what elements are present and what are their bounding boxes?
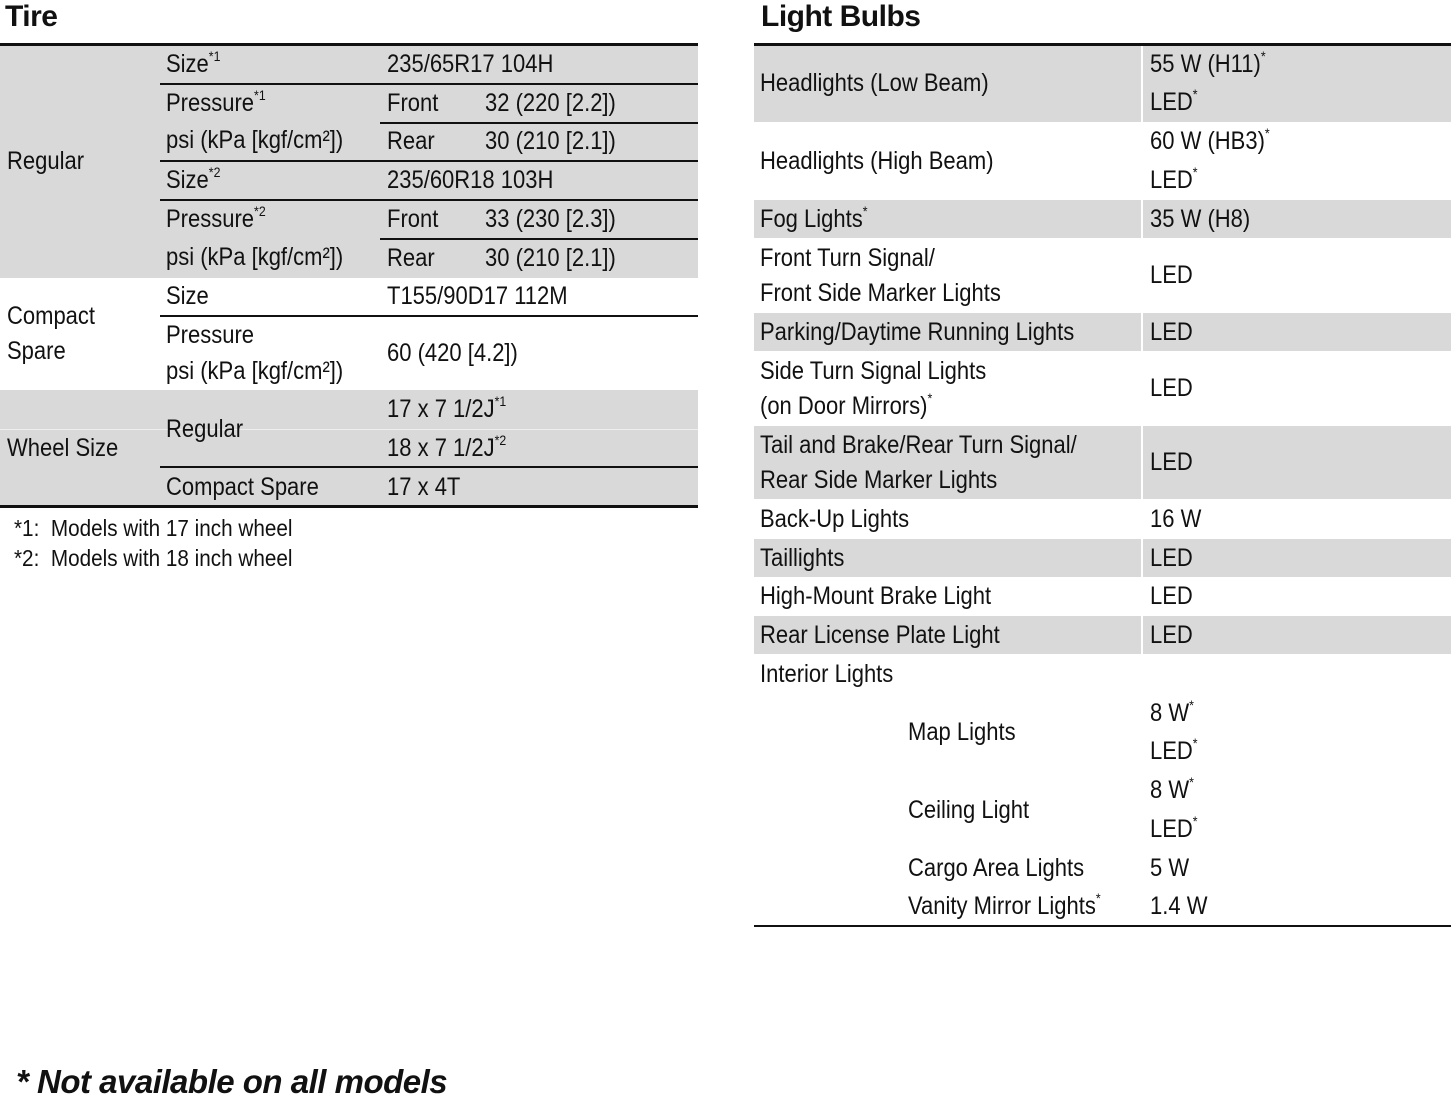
tire-front1-label: Front bbox=[387, 89, 439, 117]
rule bbox=[160, 199, 698, 201]
rule bbox=[160, 315, 698, 317]
tire-pressure1-label: Pressure$^{*1}$ bbox=[166, 86, 266, 117]
tire-compact-pressure-value: 60 (420 [4.2]) bbox=[387, 339, 518, 367]
bulb-tail-brake-label-1: Tail and Brake/Rear Turn Signal/ bbox=[760, 431, 1077, 459]
tire-bottom-rule bbox=[0, 505, 698, 508]
bulb-fog-value: 35 W (H8) bbox=[1150, 205, 1251, 233]
tire-compact-size-value: T155/90D17 112M bbox=[387, 282, 568, 310]
tire-footnote-2: *2: Models with 18 inch wheel bbox=[14, 545, 293, 571]
tire-rear2-label: Rear bbox=[387, 244, 435, 272]
tire-front1-value: 32 (220 [2.2]) bbox=[485, 89, 616, 117]
tire-compact-label-1: Compact bbox=[7, 302, 96, 330]
bulb-tail-brake-label-2: Rear Side Marker Lights bbox=[760, 466, 998, 494]
bulb-parking-value: LED bbox=[1150, 318, 1193, 346]
wheel-regular-label: Regular bbox=[166, 415, 244, 443]
tire-size2-value: 235/60R18 103H bbox=[387, 166, 554, 194]
bulb-cargo-value: 5 W bbox=[1150, 854, 1190, 882]
tire-front2-value: 33 (230 [2.3]) bbox=[485, 205, 616, 233]
bulb-license-value: LED bbox=[1150, 621, 1193, 649]
wheel-value-1: 17 x 7 $1/2J^{*1}$ bbox=[387, 392, 507, 423]
bulb-high-beam-value-2: LED* bbox=[1150, 163, 1198, 194]
tire-compact-pressure-label: Pressure bbox=[166, 321, 255, 349]
bulb-taillights-value: LED bbox=[1150, 544, 1193, 572]
bulb-front-turn-label-1: Front Turn Signal/ bbox=[760, 244, 935, 272]
tire-rear1-label: Rear bbox=[387, 127, 435, 155]
tire-compact-psi-label: psi (kPa [kgf/cm²]) bbox=[166, 357, 344, 385]
bulb-high-beam-label: Headlights (High Beam) bbox=[760, 147, 994, 175]
bulbs-top-rule bbox=[754, 43, 1451, 46]
tire-rear1-value: 30 (210 [2.1]) bbox=[485, 127, 616, 155]
tire-psi2-label: psi (kPa [kgf/cm²]) bbox=[166, 243, 344, 271]
bulb-map-label: Map Lights bbox=[908, 718, 1016, 746]
bulb-tail-brake-value: LED bbox=[1150, 448, 1193, 476]
bulb-high-beam-value-1: 60 W (HB3)* bbox=[1150, 124, 1270, 155]
bulb-backup-label: Back-Up Lights bbox=[760, 505, 910, 533]
rule bbox=[160, 83, 698, 85]
bulb-low-beam-value-2: LED* bbox=[1150, 85, 1198, 116]
rule bbox=[160, 160, 698, 162]
rule bbox=[160, 466, 698, 468]
bulb-side-turn-label-2: (on Door Mirrors)* bbox=[760, 389, 933, 420]
bulb-high-mount-label: High-Mount Brake Light bbox=[760, 582, 992, 610]
bulb-fog-label: Fog Lights* bbox=[760, 202, 868, 233]
tire-compact-size-label: Size bbox=[166, 282, 209, 310]
tire-footnote-1: *1: Models with 17 inch wheel bbox=[14, 515, 293, 541]
bulb-map-value-1: 8 W* bbox=[1150, 696, 1194, 727]
bulb-parking-label: Parking/Daytime Running Lights bbox=[760, 318, 1075, 346]
bulb-cargo-label: Cargo Area Lights bbox=[908, 854, 1085, 882]
tire-size1-label: Size$^{*1}$ bbox=[166, 47, 221, 78]
tire-rear2-value: 30 (210 [2.1]) bbox=[485, 244, 616, 272]
row-separator bbox=[0, 429, 698, 430]
bulb-side-turn-value: LED bbox=[1150, 374, 1193, 402]
bulb-low-beam-label: Headlights (Low Beam) bbox=[760, 69, 989, 97]
column-gutter bbox=[1141, 45, 1143, 657]
bulb-side-turn-label-1: Side Turn Signal Lights bbox=[760, 357, 987, 385]
bulb-low-beam-value-1: 55 W (H11)* bbox=[1150, 47, 1266, 78]
bulbs-heading: Light Bulbs bbox=[761, 0, 921, 33]
tire-heading: Tire bbox=[5, 0, 58, 33]
bulb-map-value-2: LED* bbox=[1150, 734, 1198, 765]
tire-psi1-label: psi (kPa [kgf/cm²]) bbox=[166, 126, 344, 154]
tire-size1-value: 235/65R17 104H bbox=[387, 50, 554, 78]
bulb-ceiling-value-2: LED* bbox=[1150, 812, 1198, 843]
tire-top-rule bbox=[0, 43, 698, 46]
wheel-value-2: 18 x 7 $1/2J^{*2}$ bbox=[387, 431, 507, 462]
bulb-ceiling-label: Ceiling Light bbox=[908, 796, 1030, 824]
tire-pressure2-label: Pressure$^{*2}$ bbox=[166, 202, 266, 233]
availability-note: * Not available on all models bbox=[16, 1063, 448, 1100]
wheel-compact-value: 17 x 4T bbox=[387, 473, 461, 501]
bulbs-bottom-rule bbox=[754, 925, 1451, 927]
shade-taillights bbox=[754, 539, 1451, 577]
bulb-ceiling-value-1: 8 W* bbox=[1150, 773, 1194, 804]
bulb-backup-value: 16 W bbox=[1150, 505, 1202, 533]
rule bbox=[380, 238, 698, 240]
bulb-high-mount-value: LED bbox=[1150, 582, 1193, 610]
rule bbox=[380, 122, 698, 124]
wheel-compact-label: Compact Spare bbox=[166, 473, 319, 501]
bulb-front-turn-label-2: Front Side Marker Lights bbox=[760, 279, 1001, 307]
bulb-front-turn-value: LED bbox=[1150, 261, 1193, 289]
bulb-interior-label: Interior Lights bbox=[760, 660, 894, 688]
bulb-license-label: Rear License Plate Light bbox=[760, 621, 1000, 649]
tire-regular-label: Regular bbox=[7, 147, 85, 175]
wheel-size-label: Wheel Size bbox=[7, 434, 119, 462]
tire-compact-label-2: Spare bbox=[7, 337, 66, 365]
bulb-taillights-label: Taillights bbox=[760, 544, 845, 572]
tire-front2-label: Front bbox=[387, 205, 439, 233]
bulb-vanity-label: Vanity Mirror Lights* bbox=[908, 889, 1101, 920]
bulb-vanity-value: 1.4 W bbox=[1150, 892, 1208, 920]
tire-size2-label: Size$^{*2}$ bbox=[166, 163, 221, 194]
